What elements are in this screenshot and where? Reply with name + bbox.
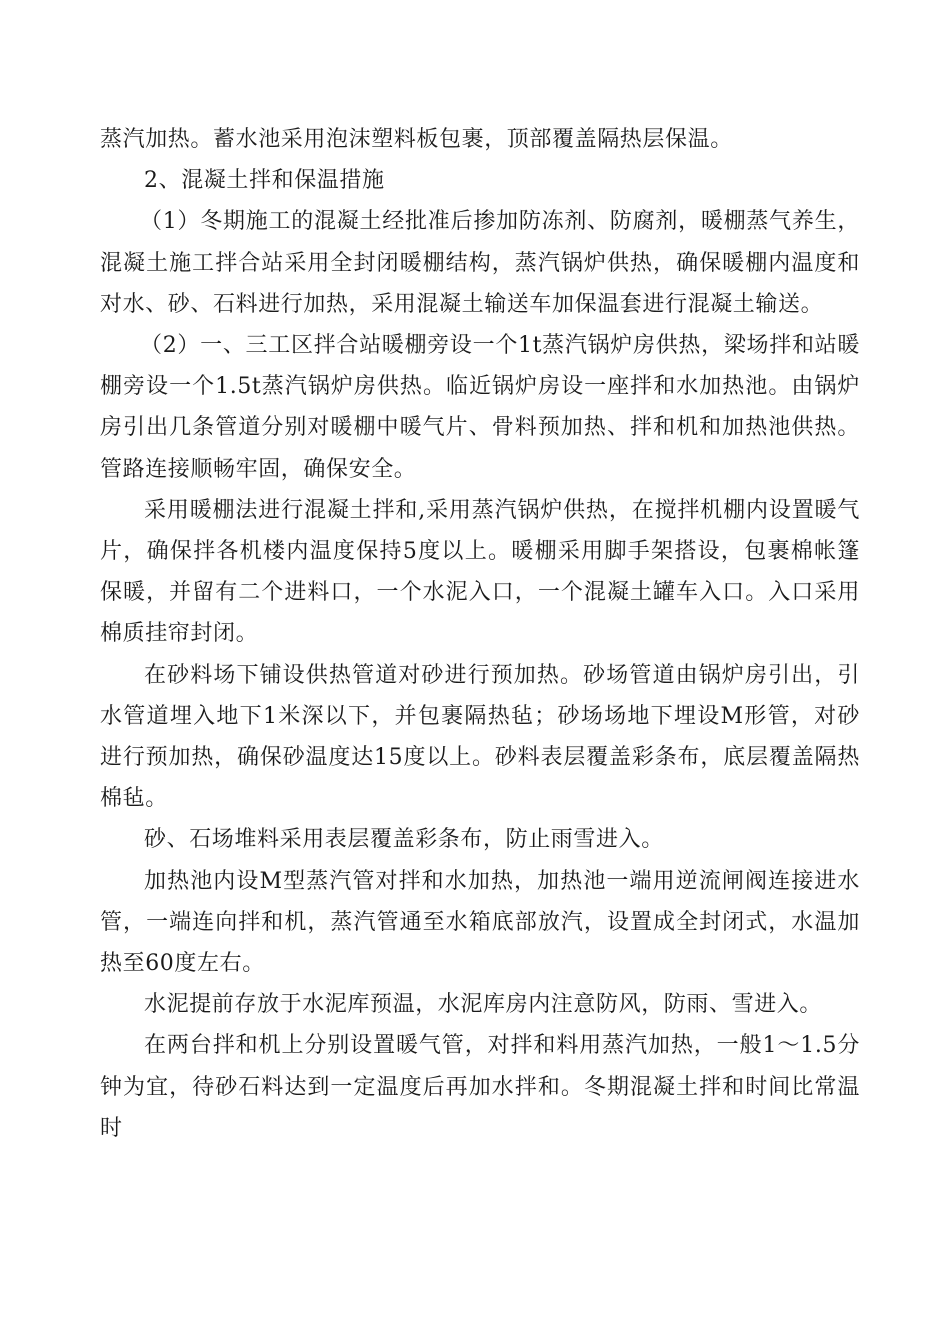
section-heading: 2、混凝土拌和保温措施 [144, 168, 385, 194]
paragraph-heated-shed: 采用暖棚法进行混凝土拌和,采用蒸汽锅炉供热，在搅拌机棚内设置暖气片，确保拌各机楼内温度保持5度以上。暖棚采用脚手架搭设，包裹棉帐篷保暖，并留有二个进料口，一个水泥入口，一个混凝土罐车入口。入口采用棉质挂帘封闭。 [100, 497, 860, 647]
paragraph-sand-preheat: 在砂料场下铺设供热管道对砂进行预加热。砂场管道由锅炉房引出，引水管道埋入地下1米深以下，并包裹隔热毡；砂场场地下埋设M形管，对砂进行预加热，确保砂温度达15度以上。砂料表层覆盖彩条布，底层覆盖隔热棉毡。 [100, 662, 860, 812]
paragraph-item-2: （2）一、三工区拌合站暖棚旁设一个1t蒸汽锅炉房供热，梁场拌和站暖棚旁设一个1.5t蒸汽锅炉房供热。临近锅炉房设一座拌和水加热池。由锅炉房引出几条管道分别对暖棚中暖气片、骨料预加热、拌和机和加热池供热。管路连接顺畅牢固，确保安全。 [100, 333, 860, 482]
paragraph-stockpile-cover: 砂、石场堆料采用表层覆盖彩条布，防止雨雪进入。 [144, 827, 664, 853]
paragraph-item-1: （1）冬期施工的混凝土经批准后掺加防冻剂、防腐剂，暖棚蒸气养生，混凝土施工拌合站采用全封闭暖棚结构，蒸汽锅炉供热，确保暖棚内温度和对水、砂、石料进行加热，采用混凝土输送车加保温套进行混凝土输送。 [100, 209, 860, 317]
paragraph-mixer-heating: 在两台拌和机上分别设置暖气管，对拌和料用蒸汽加热，一般1～1.5分钟为宜，待砂石料达到一定温度后再加水拌和。冬期混凝土拌和时间比常温时 [100, 1033, 860, 1141]
paragraph-continuation: 蒸汽加热。蓄水池采用泡沫塑料板包裹，顶部覆盖隔热层保温。 [100, 127, 733, 152]
paragraph-cement-storage: 水泥提前存放于水泥库预温，水泥库房内注意防风，防雨、雪进入。 [144, 992, 823, 1018]
document-page [100, 119, 860, 1149]
paragraph-heating-pool: 加热池内设M型蒸汽管对拌和水加热，加热池一端用逆流闸阀连接进水管，一端连向拌和机，蒸汽管通至水箱底部放汽，设置成全封闭式，水温加热至60度左右。 [100, 868, 860, 977]
